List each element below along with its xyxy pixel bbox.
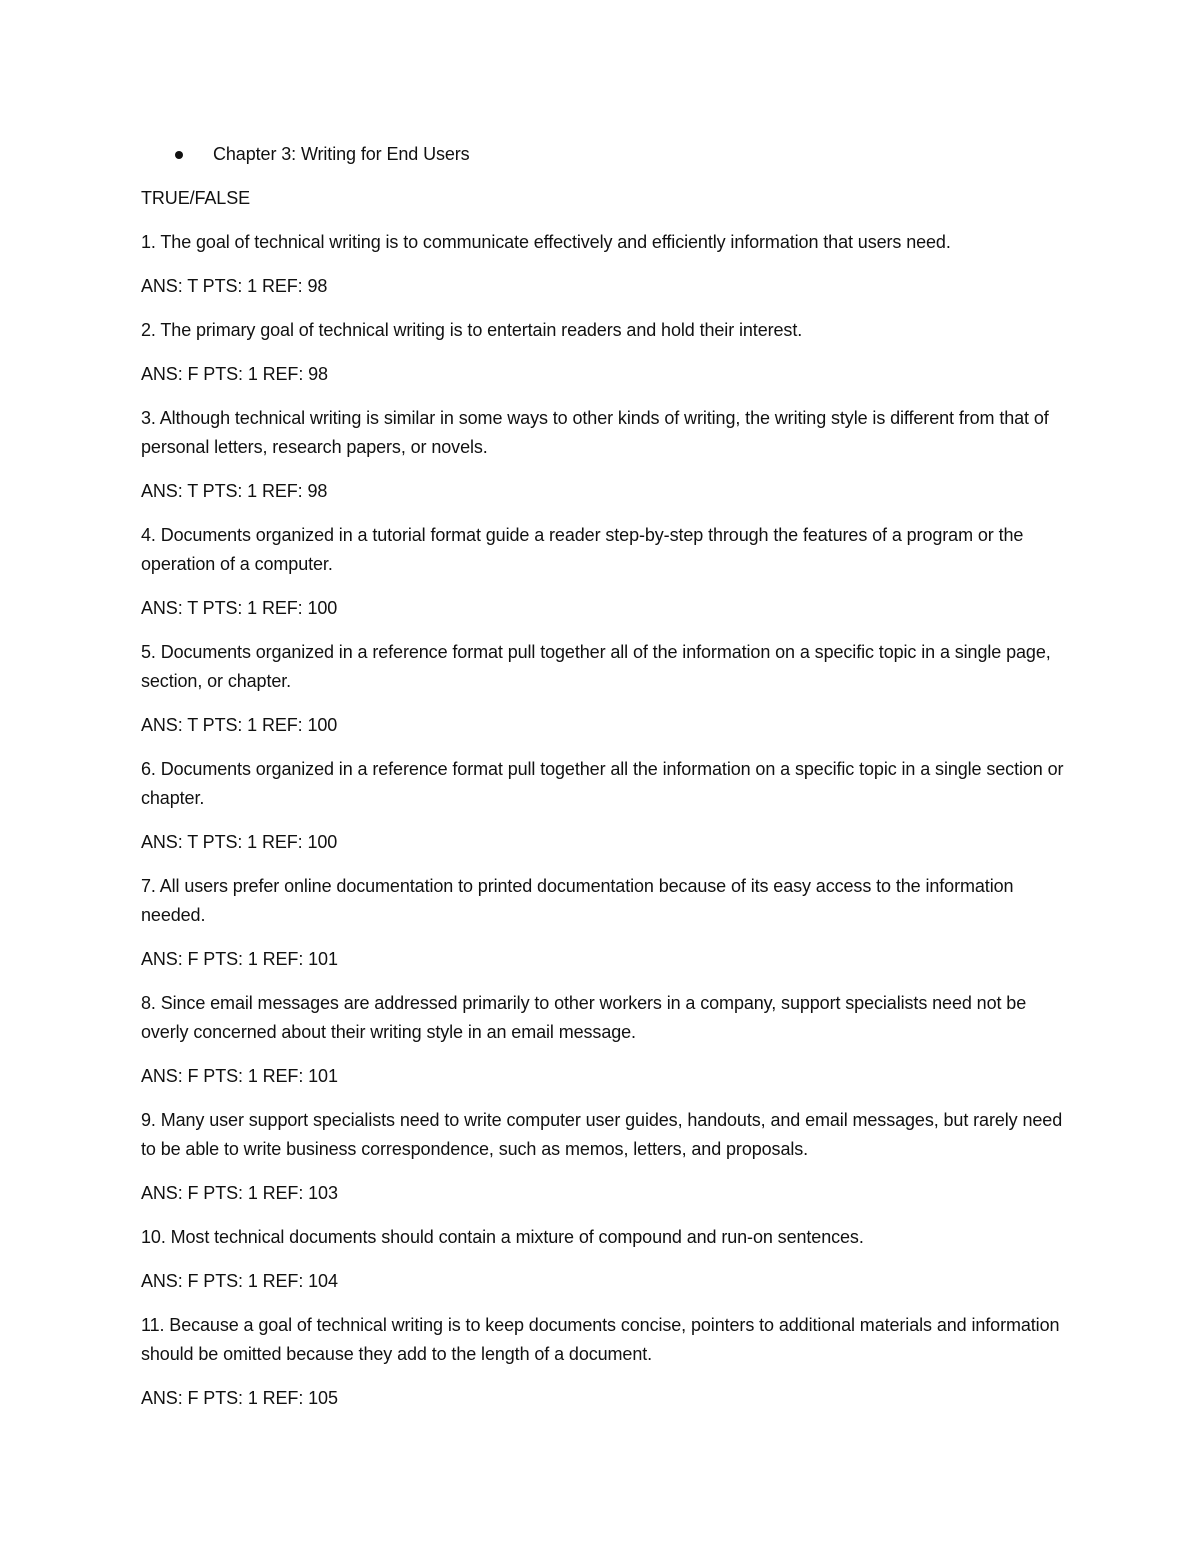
answer-text: ANS: T PTS: 1 REF: 100 bbox=[141, 598, 338, 618]
answer-text: ANS: T PTS: 1 REF: 100 bbox=[141, 715, 338, 735]
answer-text: ANS: F PTS: 1 REF: 101 bbox=[141, 1066, 338, 1086]
answer-text: ANS: T PTS: 1 REF: 98 bbox=[141, 481, 328, 501]
answer-text: ANS: F PTS: 1 REF: 104 bbox=[141, 1271, 338, 1291]
chapter-heading-row bbox=[141, 140, 1071, 169]
question-item bbox=[141, 228, 1071, 301]
question-item bbox=[141, 316, 1071, 389]
question-item bbox=[141, 404, 1071, 506]
question-list bbox=[141, 228, 1071, 1413]
answer-text: ANS: F PTS: 1 REF: 98 bbox=[141, 364, 328, 384]
question-text: 8. Since email messages are addressed primarily to other workers in a company, support specialists need not be overly concerned about their writing style in an email message. bbox=[141, 993, 1027, 1042]
answer-text: ANS: F PTS: 1 REF: 101 bbox=[141, 949, 338, 969]
question-text: 9. Many user support specialists need to write computer user guides, handouts, and email messages, but rarely need to be able to write business correspondence, such as memos, letters, and proposals. bbox=[141, 1110, 1063, 1159]
question-text: 11. Because a goal of technical writing is to keep documents concise, pointers to additional materials and information should be omitted because they add to the length of a document. bbox=[141, 1315, 1060, 1364]
chapter-heading: Chapter 3: Writing for End Users bbox=[213, 144, 470, 164]
question-item bbox=[141, 1223, 1071, 1296]
question-text: 4. Documents organized in a tutorial format guide a reader step-by-step through the features of a program or the operation of a computer. bbox=[141, 525, 1024, 574]
document-content bbox=[141, 140, 1071, 1428]
bullet-icon bbox=[175, 151, 183, 159]
answer-text: ANS: T PTS: 1 REF: 98 bbox=[141, 276, 328, 296]
question-text: 7. All users prefer online documentation to printed documentation because of its easy access to the information needed. bbox=[141, 876, 1014, 925]
section-label: TRUE/FALSE bbox=[141, 188, 251, 208]
question-item bbox=[141, 521, 1071, 623]
question-item bbox=[141, 1106, 1071, 1208]
question-text: 3. Although technical writing is similar in some ways to other kinds of writing, the writing style is different from that of personal letters, research papers, or novels. bbox=[141, 408, 1049, 457]
question-item bbox=[141, 638, 1071, 740]
question-text: 2. The primary goal of technical writing is to entertain readers and hold their interest. bbox=[141, 320, 803, 340]
question-item bbox=[141, 989, 1071, 1091]
question-item bbox=[141, 1311, 1071, 1413]
question-text: 6. Documents organized in a reference format pull together all the information on a specific topic in a single section or chapter. bbox=[141, 759, 1064, 808]
question-item bbox=[141, 755, 1071, 857]
question-text: 1. The goal of technical writing is to communicate effectively and efficiently information that users need. bbox=[141, 232, 951, 252]
answer-text: ANS: T PTS: 1 REF: 100 bbox=[141, 832, 338, 852]
answer-text: ANS: F PTS: 1 REF: 105 bbox=[141, 1388, 338, 1408]
question-text: 5. Documents organized in a reference format pull together all of the information on a specific topic in a single page, section, or chapter. bbox=[141, 642, 1051, 691]
question-text: 10. Most technical documents should contain a mixture of compound and run-on sentences. bbox=[141, 1227, 864, 1247]
answer-text: ANS: F PTS: 1 REF: 103 bbox=[141, 1183, 338, 1203]
question-item bbox=[141, 872, 1071, 974]
